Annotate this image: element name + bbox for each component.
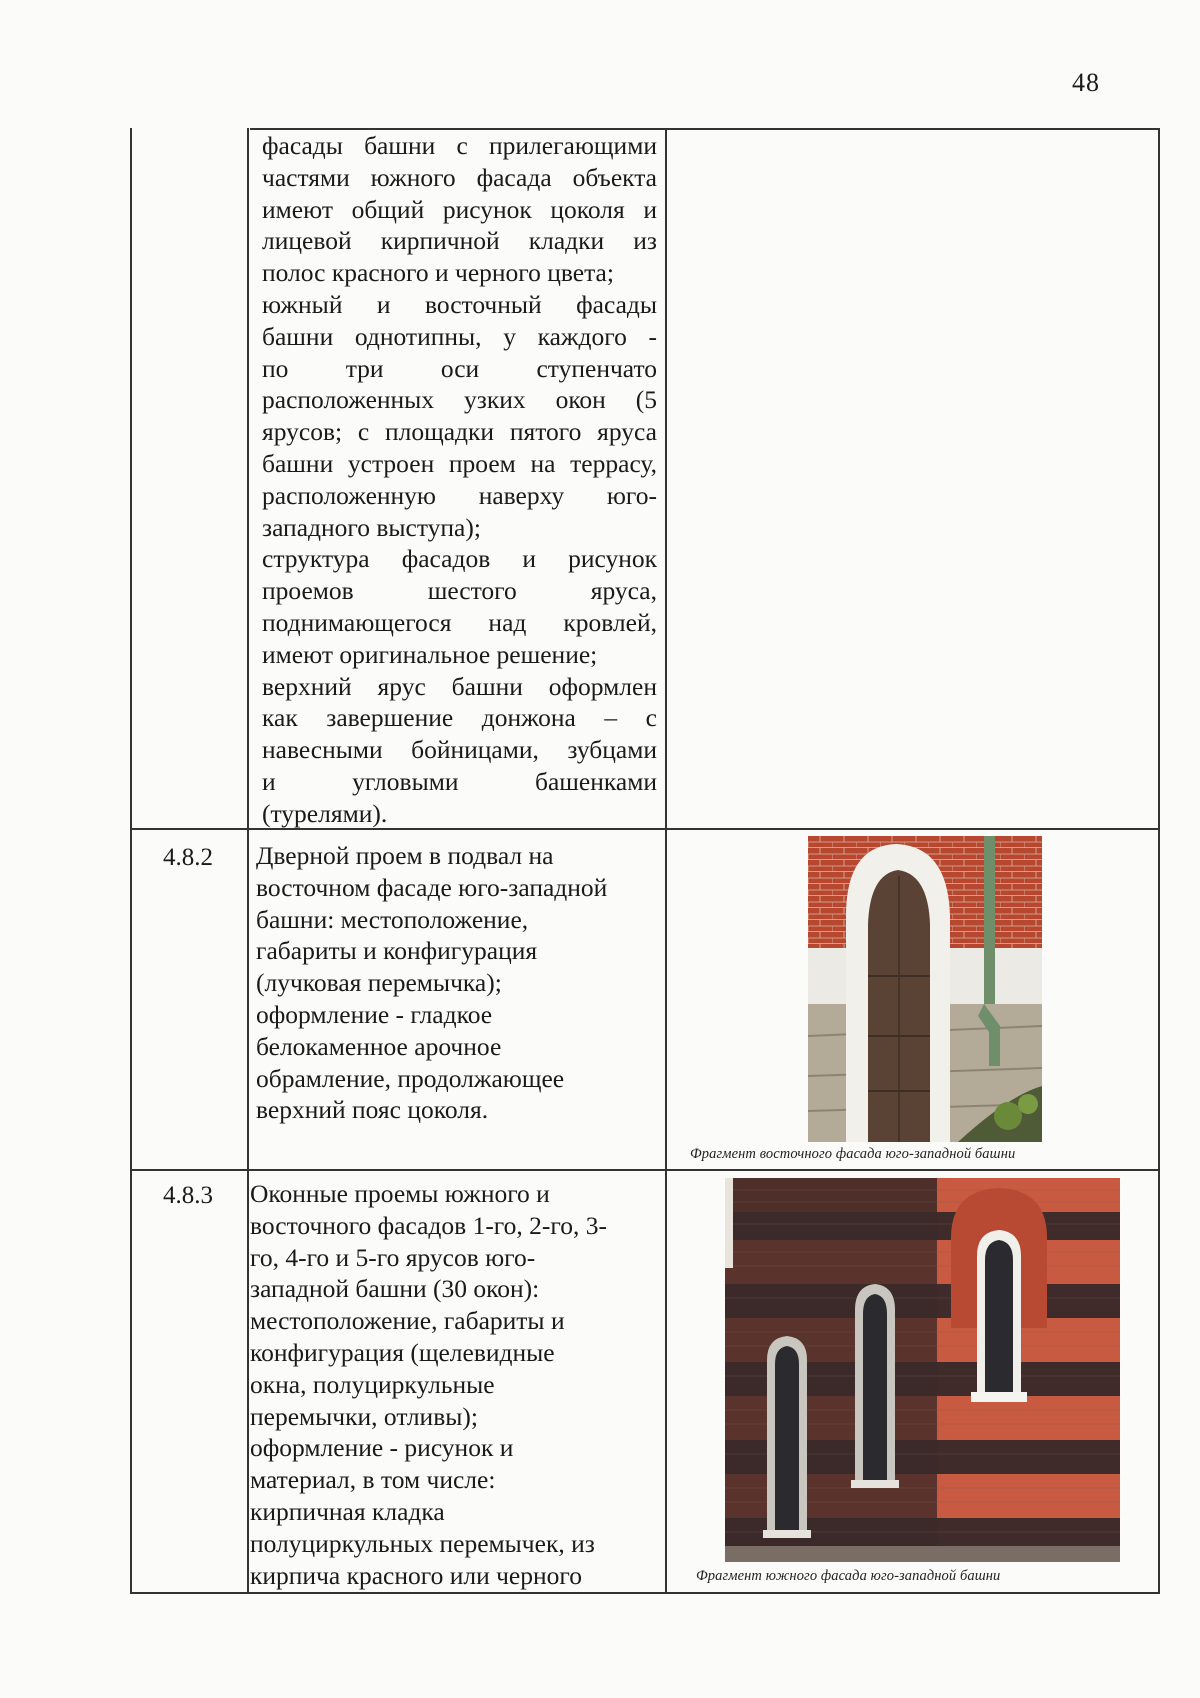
- page-number: 48: [1072, 68, 1100, 97]
- row-4-8-2-text: [256, 840, 661, 1126]
- text-line: башни однотипны, у каждого -: [262, 321, 657, 351]
- text-line: габариты и конфигурация: [256, 936, 538, 966]
- text-line: южный и восточный фасады: [262, 289, 657, 319]
- text-line: башни устроен проем на террасу,: [262, 448, 657, 478]
- text-line: структура фасадов и рисунок: [262, 544, 657, 574]
- text-line: башни: местоположение,: [256, 904, 529, 934]
- text-line: навесными бойницами, зубцами: [262, 735, 657, 765]
- text-line: западного выступа);: [262, 512, 481, 542]
- row-number: 4.8.2: [163, 844, 213, 871]
- text-line: окна, полуциркульные: [250, 1369, 495, 1399]
- text-line: (турелями).: [262, 798, 388, 828]
- document-table: [130, 128, 1160, 1593]
- table-border-bottom: [130, 1592, 1160, 1594]
- text-line: полос красного и черного цвета;: [262, 258, 614, 288]
- text-line: расположенную наверху юго-: [262, 480, 657, 510]
- text-line: поднимающегося над кровлей,: [262, 607, 657, 637]
- text-line: расположенных узких окон (5: [262, 385, 657, 415]
- window: [851, 1284, 899, 1488]
- text-line: перемычки, отливы);: [250, 1401, 478, 1431]
- text-line: местоположение, габариты и: [250, 1306, 565, 1336]
- text-line: лицевой кирпичной кладки из: [262, 226, 657, 256]
- table-column-divider: [247, 128, 249, 1593]
- text-line: как завершение донжона – с: [262, 703, 657, 733]
- text-line: восточного фасадов 1-го, 2-го, 3-: [250, 1210, 607, 1240]
- door-photo: [808, 836, 1042, 1142]
- text-line: верхний ярус башни оформлен: [262, 671, 657, 701]
- text-line: оформление - гладкое: [256, 999, 493, 1029]
- text-line: проемов шестого яруса,: [262, 576, 657, 606]
- table-row-divider: [130, 1169, 1160, 1171]
- text-line: и угловыми башенками: [262, 766, 657, 796]
- text-line: обрамление, продолжающее: [256, 1063, 565, 1093]
- text-line: го, 4-го и 5-го ярусов юго-: [250, 1242, 536, 1272]
- text-line: ярусов; с площадки пятого яруса: [262, 417, 657, 447]
- text-line: белокаменное арочное: [256, 1031, 502, 1061]
- text-line: имеют общий рисунок цоколя и: [262, 194, 657, 224]
- text-line: (лучковая перемычка);: [256, 968, 502, 998]
- drainpipe: [984, 836, 995, 1004]
- text-line: кирпича красного или черного: [250, 1560, 582, 1590]
- text-line: по три оси ступенчато: [262, 353, 657, 383]
- text-line: Оконные проемы южного и: [250, 1179, 550, 1208]
- text-line: конфигурация (щелевидные: [250, 1337, 555, 1367]
- door-photo-caption: Фрагмент восточного фасада юго-западной башни: [690, 1146, 1016, 1162]
- text-line: полуциркульных перемычек, из: [250, 1528, 595, 1558]
- text-line: оформление - рисунок и: [250, 1433, 514, 1463]
- text-line: верхний пояс цоколя.: [256, 1095, 489, 1125]
- text-line: материал, в том числе:: [250, 1465, 496, 1495]
- text-line: Дверной проем в подвал на: [256, 841, 554, 870]
- windows-photo-caption: Фрагмент южного фасада юго-западной башни: [696, 1568, 1001, 1584]
- windows-photo: [725, 1178, 1120, 1562]
- row-number: 4.8.3: [163, 1182, 213, 1209]
- row-4-8-1-text: [262, 130, 657, 830]
- table-column-divider: [665, 128, 667, 1593]
- text-line: восточном фасаде юго-западной: [256, 872, 608, 902]
- table-border-left: [130, 128, 132, 1593]
- text-line: фасады башни с прилегающими: [262, 131, 657, 160]
- text-line: частями южного фасада объекта: [262, 162, 657, 192]
- text-line: кирпичная кладка: [250, 1496, 445, 1526]
- table-border-right: [1158, 128, 1160, 1593]
- text-line: имеют оригинальное решение;: [262, 639, 598, 669]
- row-4-8-3-text: [250, 1178, 660, 1591]
- text-line: западной башни (30 окон):: [250, 1274, 540, 1304]
- window: [763, 1336, 811, 1538]
